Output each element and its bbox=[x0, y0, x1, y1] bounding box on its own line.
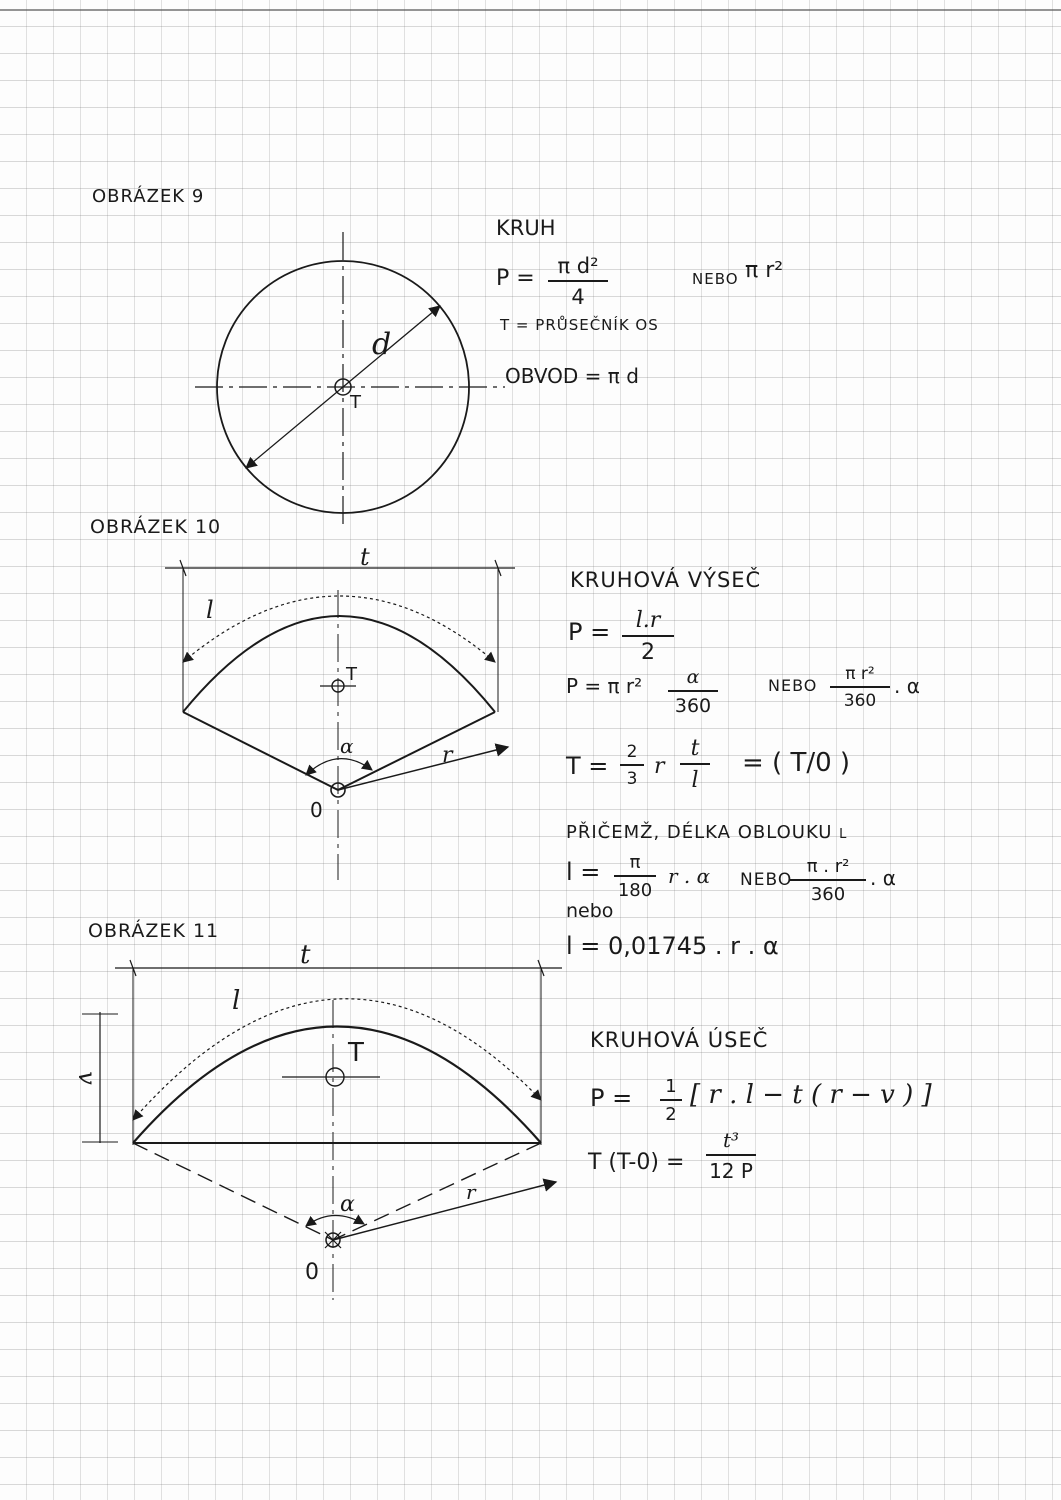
fig10-arc-alt-fraction bbox=[790, 856, 866, 905]
fig10-t-coef-den: 3 bbox=[626, 769, 638, 789]
fig11-t-lhs: T (T-0) = bbox=[588, 1150, 685, 1175]
fig11-p-den: 2 bbox=[665, 1104, 677, 1125]
fig11-label-alpha: α bbox=[340, 1192, 355, 1217]
fig10-label-r: r bbox=[442, 743, 453, 768]
fig11-t-num: t³ bbox=[706, 1128, 756, 1156]
fig10-arc-num: π bbox=[614, 852, 656, 877]
fig10-alpha-arc bbox=[306, 759, 372, 775]
fig10-arc-alt-num: π . r² bbox=[790, 856, 866, 881]
fig9-label-T: T bbox=[350, 392, 361, 413]
fig10-p2-alt-fraction bbox=[830, 664, 890, 711]
fig10-arc-den: 180 bbox=[617, 880, 653, 901]
fig10-arc-lhs: l = bbox=[566, 858, 601, 886]
fig9-title: OBRÁZEK 9 bbox=[92, 186, 205, 207]
fig11-radius-arrow bbox=[333, 1182, 556, 1240]
fig10-p2-den: 360 bbox=[674, 695, 712, 717]
fig9-area-alt-word: NEBO bbox=[692, 270, 739, 288]
fig9-drawing bbox=[195, 232, 505, 528]
fig10-arc bbox=[183, 616, 495, 712]
fig10-drawing bbox=[165, 560, 515, 880]
fig10-heading: KRUHOVÁ VÝSEČ bbox=[570, 568, 762, 592]
fig10-arc-mid: r . α bbox=[668, 864, 711, 888]
fig10-p1-num: l.r bbox=[622, 608, 674, 637]
fig10-radius-left bbox=[183, 712, 338, 790]
fig10-label-T: T bbox=[346, 664, 357, 685]
fig10-p2-fraction bbox=[668, 666, 718, 717]
fig10-p2-alt-word: NEBO bbox=[768, 676, 818, 695]
fig10-p2-alt-tail: . α bbox=[894, 674, 920, 698]
fig9-perimeter: OBVOD = π d bbox=[505, 364, 639, 388]
fig10-label-O: 0 bbox=[310, 798, 323, 822]
fig10-label-alpha: α bbox=[340, 734, 354, 758]
fig11-label-v: v bbox=[72, 1071, 101, 1085]
fig11-drawing bbox=[82, 960, 562, 1300]
fig10-arc-heading: PŘIČEMŽ, DÉLKA OBLOUKU l bbox=[566, 822, 848, 843]
fig11-label-r: r bbox=[466, 1180, 476, 1204]
fig11-p-fraction bbox=[660, 1076, 682, 1125]
fig11-arc-length-dim bbox=[133, 999, 541, 1120]
fig10-label-t: t bbox=[360, 543, 370, 571]
fig11-p-num: 1 bbox=[660, 1076, 682, 1101]
fig9-area-alt-expr: π r² bbox=[745, 258, 784, 283]
fig10-t-lhs: T = bbox=[566, 752, 609, 780]
fig10-arc-alt-word: NEBO bbox=[740, 870, 793, 890]
fig11-t-den: 12 P bbox=[709, 1159, 753, 1183]
fig11-label-t: t bbox=[300, 940, 311, 970]
fig10-arc-length-dim bbox=[183, 596, 495, 662]
fig9-area-den: 4 bbox=[571, 285, 585, 309]
fig11-arc bbox=[133, 1027, 541, 1144]
fig10-t-mid: r bbox=[654, 754, 665, 779]
fig10-p1-fraction bbox=[622, 608, 674, 665]
fig10-t-fraction bbox=[680, 736, 710, 793]
fig10-arc-alt-den: 360 bbox=[810, 884, 846, 905]
fig9-label-d: d bbox=[372, 327, 392, 362]
fig11-alpha-arc bbox=[306, 1215, 364, 1226]
fig10-p2-alt-den: 360 bbox=[843, 691, 877, 711]
fig9-heading: KRUH bbox=[496, 216, 556, 240]
fig10-radius-right bbox=[338, 712, 495, 790]
fig10-p1-den: 2 bbox=[641, 640, 655, 665]
fig10-p2-num: α bbox=[668, 666, 718, 692]
fig10-t-note: = ( T/0 ) bbox=[742, 748, 851, 778]
fig11-label-l: l bbox=[232, 986, 241, 1016]
fig9-area-fraction bbox=[548, 254, 608, 309]
fig10-p2-alt-num: π r² bbox=[830, 664, 890, 688]
fig10-arc-fraction bbox=[614, 852, 656, 901]
fig10-label-l: l bbox=[206, 596, 214, 624]
fig11-title: OBRÁZEK 11 bbox=[88, 920, 220, 942]
fig11-heading: KRUHOVÁ ÚSEČ bbox=[590, 1028, 769, 1052]
fig11-p-lhs: P = bbox=[590, 1084, 633, 1112]
fig10-radius-arrow bbox=[338, 743, 508, 790]
fig9-t-def: T = PRŮSEČNÍK OS bbox=[500, 316, 659, 334]
fig10-title: OBRÁZEK 10 bbox=[90, 516, 222, 538]
fig10-or-word: nebo bbox=[566, 900, 614, 922]
fig11-p-rhs: [ r . l − t ( r − v ) ] bbox=[690, 1080, 932, 1110]
fig10-p1-lhs: P = bbox=[568, 618, 611, 646]
fig10-t-coef-fraction bbox=[620, 742, 644, 789]
fig10-t-num: t bbox=[680, 736, 710, 765]
fig11-dashed-radius-left bbox=[133, 1143, 333, 1240]
fig9-area-num: π d² bbox=[548, 254, 608, 282]
fig10-p2-lhs: P = π r² bbox=[566, 674, 643, 698]
fig11-label-O: 0 bbox=[305, 1260, 319, 1285]
fig10-arc-alt-tail: . α bbox=[870, 866, 896, 890]
fig10-arc-alt2: l = 0,01745 . r . α bbox=[566, 932, 779, 960]
fig11-label-T: T bbox=[348, 1038, 364, 1068]
fig10-t-coef-num: 2 bbox=[620, 742, 644, 766]
fig9-area-lhs: P = bbox=[496, 266, 535, 291]
fig11-dashed-radius-right bbox=[333, 1143, 541, 1240]
fig11-t-fraction bbox=[706, 1128, 756, 1183]
fig10-t-den: l bbox=[691, 768, 699, 793]
